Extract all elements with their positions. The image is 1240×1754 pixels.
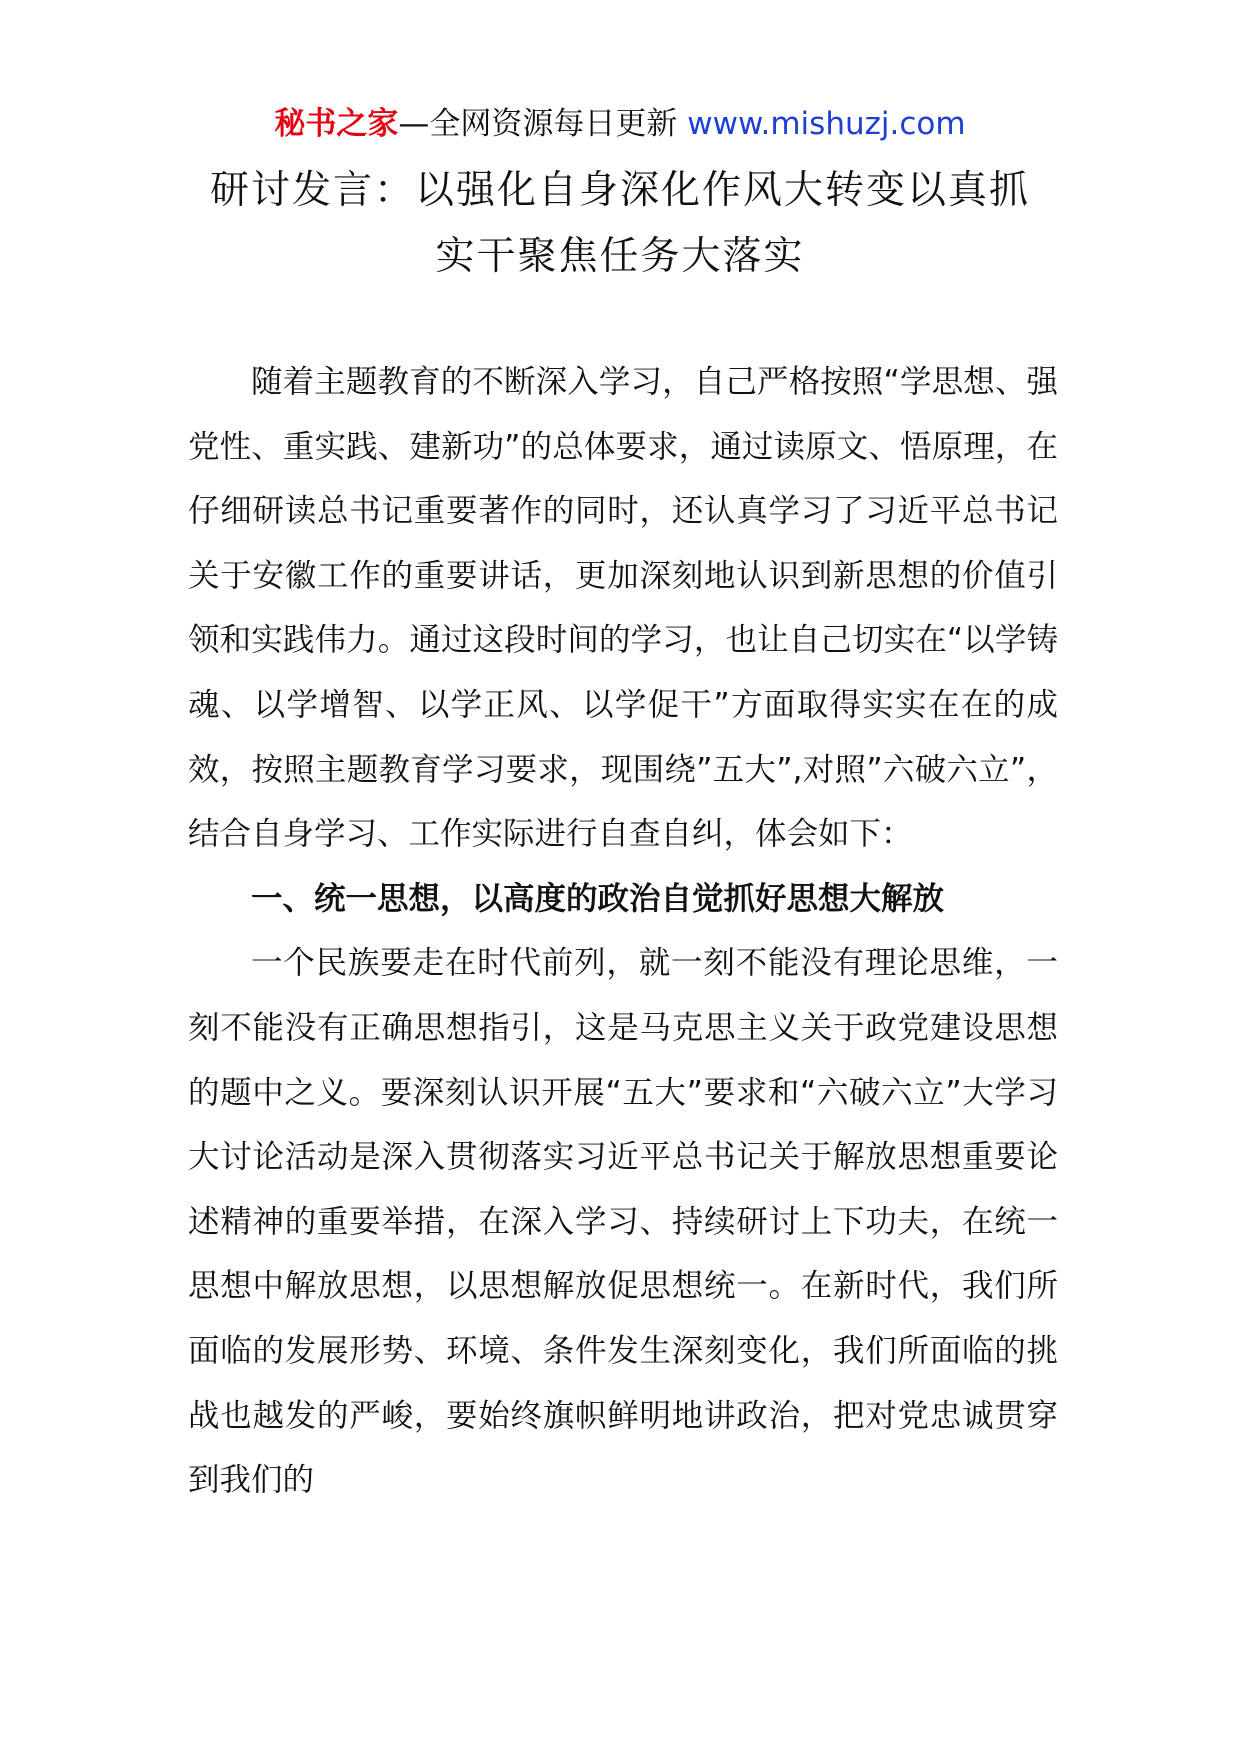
title-line-2: 实干聚焦任务大落实 [435,234,805,279]
header-tagline: —全网资源每日更新 [398,106,688,142]
site-url: www.mishuzj.com [687,106,966,142]
document-body [188,350,1058,1513]
section-heading: 一、统一思想，以高度的政治自觉抓好思想大解放 [251,880,945,917]
site-header [0,100,1240,148]
document-title [120,158,1120,290]
brand-name: 秘书之家 [274,106,399,142]
title-line-1: 研讨发言：以强化自身深化作风大转变以真抓 [209,168,1030,213]
intro-paragraph: 随着主题教育的不断深入学习，自己严格按照“学思想、强党性、重实践、建新功”的总体要求，通过读原文、悟原理，在仔细研读总书记重要著作的同时，还认真学习了习近平总书记关于安徽工作的重要讲话，更加深刻地认识到新思想的价值引领和实践伟力。通过这段时间的学习，也让自己切实在“以学铸魂、以学增智、以学正风、以学促干”方面取得实实在在的成效，按照主题教育学习要求，现围绕”五大”,对照”六破六立”，结合自身学习、工作实际进行自查自纠，体会如下： [188,364,1058,853]
section-paragraph: 一个民族要走在时代前列，就一刻不能没有理论思维，一刻不能没有正确思想指引，这是马克思主义关于政党建设思想的题中之义。要深刻认识开展“五大”要求和“六破六立”大学习大讨论活动是深入贯彻落实习近平总书记关于解放思想重要论述精神的重要举措，在深入学习、持续研讨上下功夫，在统一思想中解放思想，以思想解放促思想统一。在新时代，我们所面临的发展形势、环境、条件发生深刻变化，我们所面临的挑战也越发的严峻，要始终旗帜鲜明地讲政治，把对党忠诚贯穿到我们的 [188,945,1058,1499]
